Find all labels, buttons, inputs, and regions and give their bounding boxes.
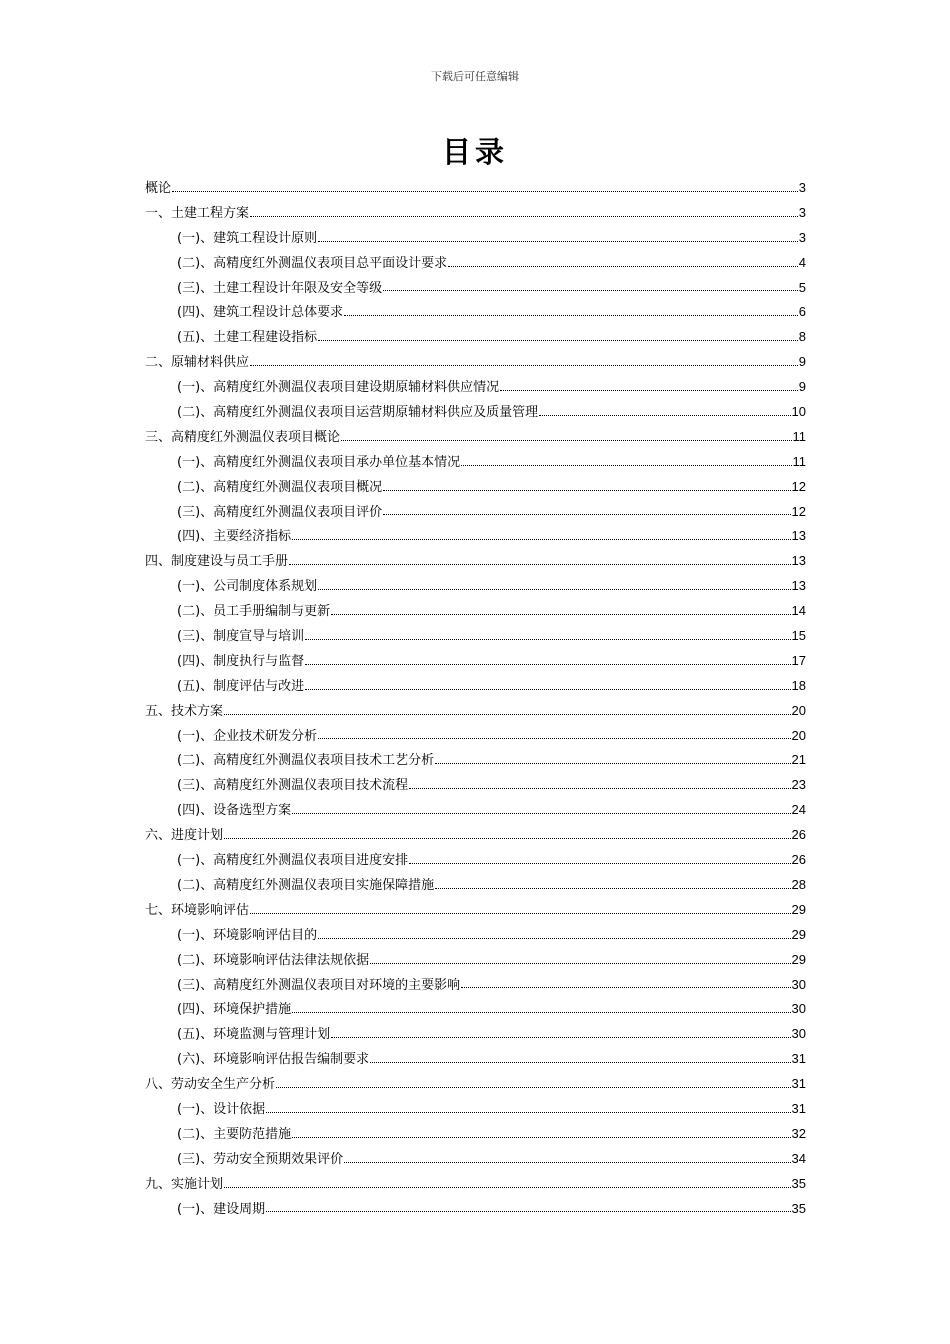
toc-entry-page: 12 xyxy=(791,503,806,519)
toc-entry[interactable] xyxy=(145,873,806,898)
toc-entry[interactable] xyxy=(145,276,806,301)
toc-dot-leader xyxy=(292,1136,790,1138)
toc-entry[interactable] xyxy=(145,898,806,923)
toc-dot-leader xyxy=(305,663,790,665)
toc-entry-page: 31 xyxy=(791,1076,806,1092)
toc-entry-label: 四、制度建设与员工手册 xyxy=(145,554,289,570)
toc-entry-label: (一)、高精度红外测温仪表项目建设期原辅材料供应情况 xyxy=(177,380,500,396)
toc-entry-label: (五)、环境监测与管理计划 xyxy=(177,1027,331,1043)
toc-dot-leader xyxy=(318,339,798,341)
toc-entry-page: 28 xyxy=(791,876,806,892)
toc-entry-label: (五)、制度评估与改进 xyxy=(177,678,305,694)
toc-dot-leader xyxy=(292,812,790,814)
toc-entry-label: (一)、建设周期 xyxy=(177,1201,266,1217)
toc-dot-leader xyxy=(448,265,798,267)
toc-dot-leader xyxy=(289,563,791,565)
toc-entry-page: 3 xyxy=(798,229,806,245)
toc-entry-page: 3 xyxy=(798,180,806,195)
toc-entry-label: 七、环境影响评估 xyxy=(145,902,250,918)
toc-entry[interactable] xyxy=(145,724,806,749)
toc-entry[interactable] xyxy=(145,475,806,500)
toc-dot-leader xyxy=(435,887,790,889)
toc-entry[interactable] xyxy=(145,1197,806,1222)
toc-entry-label: 概论 xyxy=(145,181,172,196)
toc-dot-leader xyxy=(266,1210,790,1212)
toc-entry-label: (二)、员工手册编制与更新 xyxy=(177,604,331,620)
toc-dot-leader xyxy=(383,489,790,491)
toc-entry[interactable] xyxy=(145,973,806,998)
toc-dot-leader xyxy=(409,787,790,789)
toc-dot-leader xyxy=(383,289,798,291)
toc-entry-page: 30 xyxy=(791,1001,806,1017)
toc-dot-leader xyxy=(224,713,791,715)
toc-entry-label: 五、技术方案 xyxy=(145,703,224,719)
page-header: 下载后可任意编辑 xyxy=(431,70,519,83)
toc-entry-page: 35 xyxy=(791,1175,806,1191)
toc-entry-page: 9 xyxy=(798,354,806,370)
toc-entry-label: (四)、设备选型方案 xyxy=(177,803,292,819)
toc-dot-leader xyxy=(292,538,790,540)
toc-entry-label: (一)、高精度红外测温仪表项目进度安排 xyxy=(177,853,409,869)
toc-entry-label: 六、进度计划 xyxy=(145,828,224,844)
toc-entry-label: 三、高精度红外测温仪表项目概论 xyxy=(145,429,341,445)
toc-title: 目录 xyxy=(441,135,508,169)
toc-dot-leader xyxy=(344,1161,790,1163)
toc-entry-page: 13 xyxy=(791,578,806,594)
toc-dot-leader xyxy=(461,986,790,988)
toc-entry[interactable] xyxy=(145,450,806,475)
toc-entry-page: 12 xyxy=(791,478,806,494)
toc-entry[interactable] xyxy=(145,375,806,400)
toc-dot-leader xyxy=(370,962,790,964)
toc-entry-page: 24 xyxy=(791,802,806,818)
toc-entry-label: (二)、高精度红外测温仪表项目实施保障措施 xyxy=(177,877,435,893)
toc-dot-leader xyxy=(331,613,790,615)
toc-entry[interactable] xyxy=(145,1047,806,1072)
toc-entry[interactable] xyxy=(145,773,806,798)
toc-entry-label: (四)、环境保护措施 xyxy=(177,1002,292,1018)
toc-entry-label: (二)、高精度红外测温仪表项目总平面设计要求 xyxy=(177,255,448,271)
toc-entry-page: 26 xyxy=(791,827,806,843)
toc-dot-leader xyxy=(172,190,798,192)
toc-dot-leader xyxy=(344,314,798,316)
toc-entry[interactable] xyxy=(145,1147,806,1172)
toc-dot-leader xyxy=(266,1111,790,1113)
toc-entry[interactable] xyxy=(145,425,806,450)
toc-entry-label: (三)、高精度红外测温仪表项目评价 xyxy=(177,504,383,520)
table-of-contents xyxy=(145,176,806,1221)
toc-entry[interactable] xyxy=(145,599,806,624)
toc-entry[interactable] xyxy=(145,699,806,724)
toc-entry-page: 23 xyxy=(791,777,806,793)
toc-entry-label: (一)、企业技术研发分析 xyxy=(177,728,318,744)
toc-entry-page: 6 xyxy=(798,304,806,320)
toc-entry-page: 29 xyxy=(791,926,806,942)
toc-entry-label: (一)、公司制度体系规划 xyxy=(177,579,318,595)
toc-entry-page: 31 xyxy=(791,1051,806,1067)
toc-entry-label: (二)、主要防范措施 xyxy=(177,1126,292,1142)
toc-entry-page: 8 xyxy=(798,329,806,345)
toc-entry-page: 17 xyxy=(791,652,806,668)
toc-entry-label: (四)、制度执行与监督 xyxy=(177,653,305,669)
toc-dot-leader xyxy=(500,389,798,391)
toc-dot-leader xyxy=(224,837,791,839)
toc-entry[interactable] xyxy=(145,1022,806,1047)
toc-dot-leader xyxy=(250,912,791,914)
toc-entry[interactable] xyxy=(145,201,806,226)
toc-entry-label: (四)、建筑工程设计总体要求 xyxy=(177,305,344,321)
toc-entry[interactable] xyxy=(145,798,806,823)
toc-entry-page: 11 xyxy=(792,428,806,444)
toc-dot-leader xyxy=(318,737,790,739)
toc-entry[interactable] xyxy=(145,674,806,699)
toc-entry-page: 13 xyxy=(791,553,806,569)
toc-entry-label: (一)、高精度红外测温仪表项目承办单位基本情况 xyxy=(177,454,461,470)
toc-dot-leader xyxy=(305,638,790,640)
toc-entry-page: 5 xyxy=(798,279,806,295)
toc-entry-label: (三)、高精度红外测温仪表项目技术流程 xyxy=(177,778,409,794)
toc-dot-leader xyxy=(292,1011,790,1013)
toc-entry[interactable] xyxy=(145,823,806,848)
toc-entry[interactable] xyxy=(145,848,806,873)
toc-entry-page: 18 xyxy=(791,677,806,693)
toc-entry-label: (一)、环境影响评估目的 xyxy=(177,927,318,943)
toc-entry[interactable] xyxy=(145,251,806,276)
toc-entry-page: 20 xyxy=(791,702,806,718)
toc-dot-leader xyxy=(341,439,791,441)
toc-entry-label: (二)、高精度红外测温仪表项目技术工艺分析 xyxy=(177,753,435,769)
toc-entry-page: 29 xyxy=(791,951,806,967)
toc-entry-page: 9 xyxy=(798,379,806,395)
toc-entry[interactable] xyxy=(145,400,806,425)
toc-entry[interactable] xyxy=(145,624,806,649)
toc-entry-label: 二、原辅材料供应 xyxy=(145,355,250,371)
toc-entry-label: (三)、高精度红外测温仪表项目对环境的主要影响 xyxy=(177,977,461,993)
toc-entry-label: (一)、设计依据 xyxy=(177,1101,266,1117)
toc-entry-page: 10 xyxy=(791,404,806,420)
toc-entry-label: (二)、环境影响评估法律法规依据 xyxy=(177,952,370,968)
toc-entry-label: 九、实施计划 xyxy=(145,1176,224,1192)
toc-dot-leader xyxy=(318,937,790,939)
toc-dot-leader xyxy=(435,762,790,764)
toc-entry[interactable] xyxy=(145,300,806,325)
toc-dot-leader xyxy=(409,862,790,864)
toc-dot-leader xyxy=(318,240,798,242)
toc-entry-page: 26 xyxy=(791,852,806,868)
toc-entry-page: 11 xyxy=(792,453,806,469)
toc-entry-label: (二)、高精度红外测温仪表项目概况 xyxy=(177,479,383,495)
toc-entry-page: 13 xyxy=(791,528,806,544)
toc-entry[interactable] xyxy=(145,997,806,1022)
toc-entry-label: (三)、劳动安全预期效果评价 xyxy=(177,1151,344,1167)
toc-entry[interactable] xyxy=(145,1097,806,1122)
toc-entry[interactable] xyxy=(145,649,806,674)
toc-entry-label: 八、劳动安全生产分析 xyxy=(145,1077,276,1093)
toc-entry-page: 21 xyxy=(791,752,806,768)
toc-entry-label: (二)、高精度红外测温仪表项目运营期原辅材料供应及质量管理 xyxy=(177,405,539,421)
toc-dot-leader xyxy=(383,513,790,515)
toc-entry[interactable] xyxy=(145,350,806,375)
toc-entry-label: 一、土建工程方案 xyxy=(145,205,250,221)
toc-entry-page: 30 xyxy=(791,976,806,992)
toc-entry[interactable] xyxy=(145,923,806,948)
toc-dot-leader xyxy=(461,464,791,466)
toc-dot-leader xyxy=(318,588,790,590)
toc-dot-leader xyxy=(539,414,790,416)
toc-dot-leader xyxy=(305,688,790,690)
toc-entry-page: 15 xyxy=(791,628,806,644)
toc-entry-page: 14 xyxy=(791,603,806,619)
toc-entry-page: 34 xyxy=(791,1150,806,1166)
toc-entry[interactable] xyxy=(145,748,806,773)
toc-dot-leader xyxy=(250,364,798,366)
toc-dot-leader xyxy=(250,215,798,217)
toc-entry[interactable] xyxy=(145,574,806,599)
toc-entry-page: 30 xyxy=(791,1026,806,1042)
toc-entry-page: 4 xyxy=(798,254,806,270)
toc-dot-leader xyxy=(370,1061,790,1063)
toc-entry-page: 29 xyxy=(791,901,806,917)
toc-entry[interactable] xyxy=(145,1172,806,1197)
toc-entry-label: (一)、建筑工程设计原则 xyxy=(177,230,318,246)
toc-entry-label: (三)、制度宣导与培训 xyxy=(177,629,305,645)
toc-entry[interactable] xyxy=(145,549,806,574)
toc-entry[interactable] xyxy=(145,1122,806,1147)
toc-entry-page: 31 xyxy=(791,1100,806,1116)
toc-entry[interactable] xyxy=(145,524,806,549)
toc-entry-label: (四)、主要经济指标 xyxy=(177,529,292,545)
toc-entry[interactable] xyxy=(145,226,806,251)
toc-entry[interactable] xyxy=(145,325,806,350)
toc-dot-leader xyxy=(331,1036,790,1038)
toc-dot-leader xyxy=(224,1186,791,1188)
toc-entry-page: 32 xyxy=(791,1125,806,1141)
toc-entry-label: (六)、环境影响评估报告编制要求 xyxy=(177,1052,370,1068)
toc-entry[interactable] xyxy=(145,176,806,201)
toc-entry-page: 20 xyxy=(791,727,806,743)
toc-entry-label: (五)、土建工程建设指标 xyxy=(177,330,318,346)
toc-entry[interactable] xyxy=(145,1072,806,1097)
toc-dot-leader xyxy=(276,1086,791,1088)
toc-entry[interactable] xyxy=(145,948,806,973)
toc-entry-label: (三)、土建工程设计年限及安全等级 xyxy=(177,280,383,296)
toc-entry[interactable] xyxy=(145,500,806,525)
toc-entry-page: 35 xyxy=(791,1200,806,1216)
toc-entry-page: 3 xyxy=(798,204,806,220)
